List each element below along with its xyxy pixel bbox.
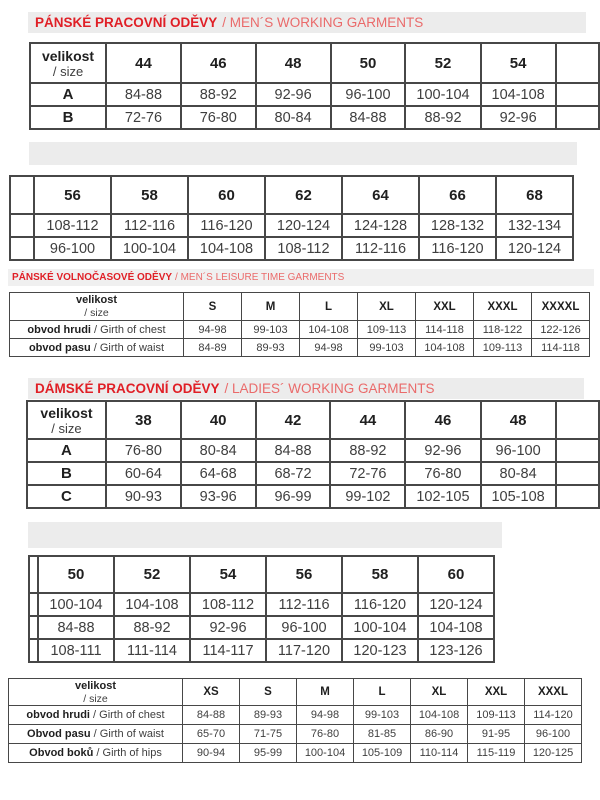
corner-cell: velikost / size xyxy=(10,293,184,321)
row-label: A xyxy=(27,439,106,462)
table-row xyxy=(29,639,494,662)
cut-cell xyxy=(556,462,599,485)
cut-cell xyxy=(556,43,599,83)
size-cell: 99-103 xyxy=(242,321,300,339)
column-header: 48 xyxy=(256,43,331,83)
heading-czech: PÁNSKÉ VOLNOČASOVÉ ODĚVY xyxy=(12,272,173,283)
row-label: C xyxy=(27,485,106,508)
size-cell: 94-98 xyxy=(297,706,354,725)
row-label: Obvod pasu / Girth of waist xyxy=(9,725,183,744)
column-header: 58 xyxy=(342,556,418,593)
size-cell: 65-70 xyxy=(183,725,240,744)
size-cell: 99-103 xyxy=(354,706,411,725)
column-header: 66 xyxy=(419,176,496,214)
size-cell: 104-108 xyxy=(481,83,556,106)
column-header: 54 xyxy=(481,43,556,83)
column-header: XXXXL xyxy=(532,293,590,321)
column-header: 46 xyxy=(181,43,256,83)
size-table-ladies-working-38-48 xyxy=(26,400,600,509)
size-cell: 92-96 xyxy=(405,439,480,462)
size-cell: 81-85 xyxy=(354,725,411,744)
column-header: 38 xyxy=(106,401,181,439)
column-header: 54 xyxy=(190,556,266,593)
heading-czech: PÁNSKÉ PRACOVNÍ ODĚVY xyxy=(35,15,218,30)
size-cell: 68-72 xyxy=(256,462,331,485)
corner-cell: velikost / size xyxy=(27,401,106,439)
size-cell: 96-99 xyxy=(256,485,331,508)
size-cell: 76-80 xyxy=(106,439,181,462)
size-cell: 84-88 xyxy=(331,106,406,129)
cut-cell xyxy=(29,639,38,662)
size-cell: 76-80 xyxy=(297,725,354,744)
column-header: 50 xyxy=(331,43,406,83)
size-cell: 88-92 xyxy=(405,106,480,129)
size-cell: 114-120 xyxy=(525,706,582,725)
heading-english: / MEN´S WORKING GARMENTS xyxy=(222,15,424,30)
size-cell: 112-116 xyxy=(342,237,419,260)
size-cell: 112-116 xyxy=(111,214,188,237)
size-cell: 90-93 xyxy=(106,485,181,508)
row-label: obvod hrudi / Girth of chest xyxy=(10,321,184,339)
size-table-ladies-working-50-60 xyxy=(28,555,495,663)
size-cell: 89-93 xyxy=(242,339,300,357)
cut-cell xyxy=(29,556,38,593)
table-row xyxy=(10,214,573,237)
table-row xyxy=(9,706,582,725)
column-header: 52 xyxy=(114,556,190,593)
column-header: XXL xyxy=(416,293,474,321)
size-cell: 100-104 xyxy=(342,616,418,639)
cut-cell xyxy=(556,485,599,508)
size-cell: 84-88 xyxy=(256,439,331,462)
size-cell: 111-114 xyxy=(114,639,190,662)
table-row xyxy=(10,237,573,260)
size-cell: 109-113 xyxy=(474,339,532,357)
size-cell: 114-117 xyxy=(190,639,266,662)
column-header: M xyxy=(242,293,300,321)
cut-cell xyxy=(29,593,38,616)
cut-cell xyxy=(556,83,599,106)
size-cell: 120-124 xyxy=(265,214,342,237)
column-header: XS xyxy=(183,679,240,706)
column-header: XXXL xyxy=(525,679,582,706)
table-row xyxy=(9,725,582,744)
size-cell: 92-96 xyxy=(190,616,266,639)
size-cell: 108-112 xyxy=(190,593,266,616)
size-cell: 109-113 xyxy=(468,706,525,725)
column-header: 62 xyxy=(265,176,342,214)
size-cell: 104-108 xyxy=(114,593,190,616)
cut-cell xyxy=(29,616,38,639)
size-cell: 96-100 xyxy=(481,439,556,462)
size-cell: 115-119 xyxy=(468,744,525,763)
table-row xyxy=(27,439,599,462)
size-table-mens-leisure xyxy=(9,292,590,357)
size-cell: 80-84 xyxy=(481,462,556,485)
size-cell: 108-112 xyxy=(34,214,111,237)
section-heading-mens-leisure xyxy=(8,269,594,286)
column-header: 44 xyxy=(330,401,405,439)
size-cell: 96-100 xyxy=(266,616,342,639)
column-header: 42 xyxy=(256,401,331,439)
size-cell: 64-68 xyxy=(181,462,256,485)
size-cell: 92-96 xyxy=(481,106,556,129)
size-cell: 76-80 xyxy=(405,462,480,485)
column-header: 48 xyxy=(481,401,556,439)
size-cell: 84-89 xyxy=(184,339,242,357)
size-cell: 104-108 xyxy=(188,237,265,260)
size-cell: 112-116 xyxy=(266,593,342,616)
size-cell: 96-100 xyxy=(525,725,582,744)
table-row xyxy=(27,485,599,508)
size-cell: 94-98 xyxy=(300,339,358,357)
size-cell: 88-92 xyxy=(114,616,190,639)
size-cell: 86-90 xyxy=(411,725,468,744)
cut-cell xyxy=(556,439,599,462)
table-row xyxy=(29,616,494,639)
size-table-ladies-bottom-xs-xxxl xyxy=(8,678,582,763)
size-cell: 93-96 xyxy=(181,485,256,508)
section-heading-ladies-working xyxy=(28,378,584,399)
size-cell: 104-108 xyxy=(418,616,494,639)
column-header: 58 xyxy=(111,176,188,214)
column-header: 60 xyxy=(188,176,265,214)
cut-cell xyxy=(10,176,34,214)
corner-cell: velikost / size xyxy=(30,43,106,83)
size-cell: 94-98 xyxy=(184,321,242,339)
row-label: B xyxy=(30,106,106,129)
size-cell: 110-114 xyxy=(411,744,468,763)
size-cell: 120-123 xyxy=(342,639,418,662)
column-header: XL xyxy=(411,679,468,706)
size-cell: 116-120 xyxy=(419,237,496,260)
size-cell: 60-64 xyxy=(106,462,181,485)
size-cell: 120-124 xyxy=(496,237,573,260)
size-cell: 88-92 xyxy=(181,83,256,106)
column-header: 50 xyxy=(38,556,114,593)
row-label: A xyxy=(30,83,106,106)
column-header: 60 xyxy=(418,556,494,593)
size-cell: 104-108 xyxy=(300,321,358,339)
table-row xyxy=(30,106,599,129)
size-cell: 108-111 xyxy=(38,639,114,662)
size-cell: 95-99 xyxy=(240,744,297,763)
size-cell: 89-93 xyxy=(240,706,297,725)
column-header: 44 xyxy=(106,43,181,83)
size-cell: 114-118 xyxy=(532,339,590,357)
column-header: L xyxy=(300,293,358,321)
column-header: M xyxy=(297,679,354,706)
column-header: L xyxy=(354,679,411,706)
heading-english: / MEN´S LEISURE TIME GARMENTS xyxy=(175,272,345,283)
column-header: S xyxy=(240,679,297,706)
size-cell: 108-112 xyxy=(265,237,342,260)
column-header: 56 xyxy=(266,556,342,593)
size-cell: 122-126 xyxy=(532,321,590,339)
table-row xyxy=(27,462,599,485)
row-label: Obvod boků / Girth of hips xyxy=(9,744,183,763)
size-cell: 118-122 xyxy=(474,321,532,339)
size-cell: 96-100 xyxy=(331,83,406,106)
size-cell: 100-104 xyxy=(405,83,480,106)
size-cell: 99-103 xyxy=(358,339,416,357)
section-heading-mens-working xyxy=(28,12,586,33)
spacer-band xyxy=(29,142,577,165)
size-cell: 105-108 xyxy=(481,485,556,508)
size-cell: 114-118 xyxy=(416,321,474,339)
size-cell: 99-102 xyxy=(330,485,405,508)
size-cell: 84-88 xyxy=(106,83,181,106)
size-cell: 88-92 xyxy=(330,439,405,462)
size-cell: 104-108 xyxy=(416,339,474,357)
size-cell: 116-120 xyxy=(188,214,265,237)
size-table-mens-working-44-54 xyxy=(29,42,600,130)
size-cell: 120-124 xyxy=(418,593,494,616)
column-header: 40 xyxy=(181,401,256,439)
table-row xyxy=(9,744,582,763)
table-row xyxy=(10,321,590,339)
column-header: 52 xyxy=(405,43,480,83)
size-cell: 72-76 xyxy=(106,106,181,129)
size-cell: 109-113 xyxy=(358,321,416,339)
size-cell: 123-126 xyxy=(418,639,494,662)
heading-czech: DÁMSKÉ PRACOVNÍ ODĚVY xyxy=(35,381,220,396)
size-cell: 100-104 xyxy=(38,593,114,616)
size-cell: 92-96 xyxy=(256,83,331,106)
size-cell: 84-88 xyxy=(38,616,114,639)
column-header: XXXL xyxy=(474,293,532,321)
table-row xyxy=(30,83,599,106)
column-header: 64 xyxy=(342,176,419,214)
size-cell: 96-100 xyxy=(34,237,111,260)
table-row xyxy=(10,339,590,357)
size-cell: 76-80 xyxy=(181,106,256,129)
row-label: B xyxy=(27,462,106,485)
size-cell: 120-125 xyxy=(525,744,582,763)
size-cell: 71-75 xyxy=(240,725,297,744)
column-header: 56 xyxy=(34,176,111,214)
size-cell: 72-76 xyxy=(330,462,405,485)
heading-english: / LADIES´ WORKING GARMENTS xyxy=(224,381,435,396)
size-cell: 116-120 xyxy=(342,593,418,616)
cut-cell xyxy=(556,106,599,129)
size-table-mens-working-56-68 xyxy=(9,175,574,261)
size-cell: 80-84 xyxy=(256,106,331,129)
column-header: XL xyxy=(358,293,416,321)
size-cell: 128-132 xyxy=(419,214,496,237)
cut-cell xyxy=(10,214,34,237)
cut-cell xyxy=(556,401,599,439)
size-cell: 100-104 xyxy=(297,744,354,763)
cut-cell xyxy=(10,237,34,260)
size-cell: 84-88 xyxy=(183,706,240,725)
size-cell: 80-84 xyxy=(181,439,256,462)
column-header: 68 xyxy=(496,176,573,214)
column-header: 46 xyxy=(405,401,480,439)
row-label: obvod pasu / Girth of waist xyxy=(10,339,184,357)
size-cell: 105-109 xyxy=(354,744,411,763)
size-cell: 124-128 xyxy=(342,214,419,237)
column-header: XXL xyxy=(468,679,525,706)
size-cell: 102-105 xyxy=(405,485,480,508)
size-cell: 91-95 xyxy=(468,725,525,744)
table-row xyxy=(29,593,494,616)
corner-cell: velikost / size xyxy=(9,679,183,706)
size-cell: 104-108 xyxy=(411,706,468,725)
spacer-band xyxy=(28,522,502,548)
size-cell: 100-104 xyxy=(111,237,188,260)
size-cell: 132-134 xyxy=(496,214,573,237)
size-cell: 117-120 xyxy=(266,639,342,662)
size-cell: 90-94 xyxy=(183,744,240,763)
column-header: S xyxy=(184,293,242,321)
row-label: obvod hrudi / Girth of chest xyxy=(9,706,183,725)
